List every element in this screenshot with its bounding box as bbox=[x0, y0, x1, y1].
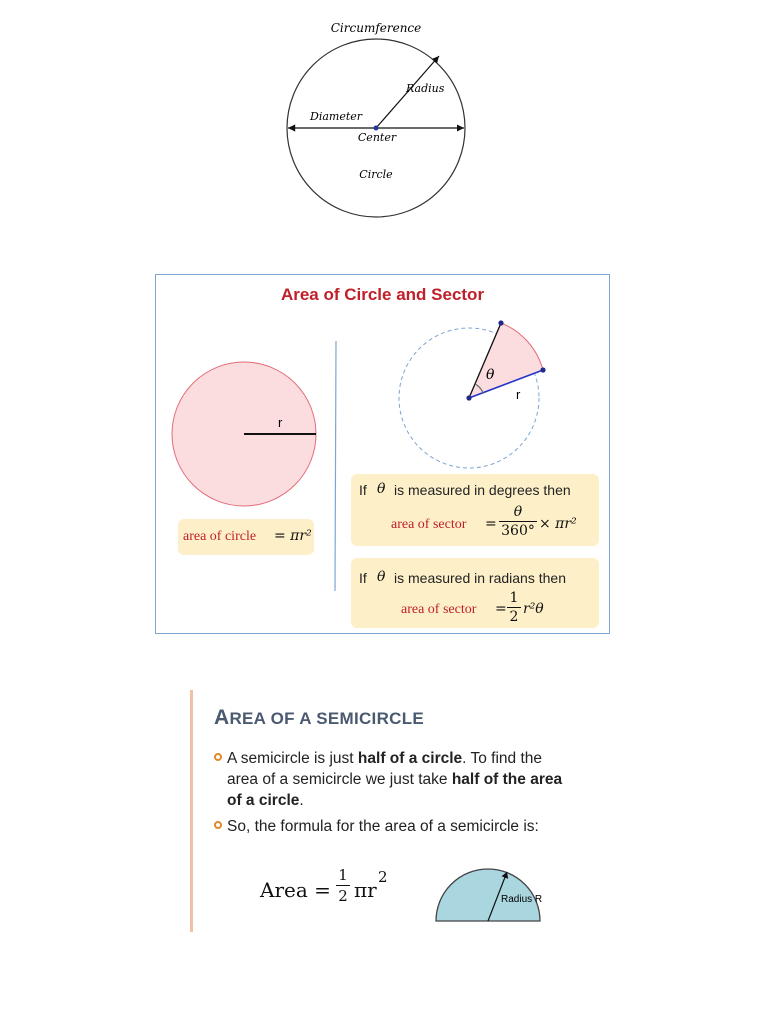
center-label: Center bbox=[357, 131, 397, 144]
radians-condition-theta: θ bbox=[377, 569, 386, 585]
degrees-formula-box bbox=[351, 474, 599, 546]
circle-formula-label: area of circle bbox=[183, 529, 257, 544]
theta-label: θ bbox=[486, 367, 495, 383]
degrees-fraction-numerator: θ bbox=[513, 504, 523, 520]
radians-condition-text: is measured in radians then bbox=[394, 570, 566, 586]
formula-fraction bbox=[336, 866, 350, 905]
formula-fraction-bar bbox=[336, 885, 350, 886]
radians-formula-label: area of sector bbox=[401, 602, 477, 617]
radians-fraction-numerator: 1 bbox=[509, 590, 519, 606]
semicircle-figure bbox=[430, 860, 550, 930]
formula-exponent: 2 bbox=[378, 868, 388, 886]
bullet-item-2 bbox=[214, 816, 574, 837]
bullet2-text: So, the formula for the area of a semicircle is: bbox=[227, 818, 539, 835]
radians-formula-tail: r²θ bbox=[523, 601, 544, 617]
slide-accent-bar bbox=[190, 690, 193, 932]
sector-fill bbox=[469, 323, 543, 398]
degrees-condition-text: is measured in degrees then bbox=[394, 482, 571, 498]
degrees-formula-label: area of sector bbox=[391, 517, 467, 532]
degrees-formula-tail: × πr² bbox=[539, 516, 577, 532]
radians-formula-box bbox=[351, 558, 599, 628]
circle-radius-label: r bbox=[278, 415, 283, 430]
bullet1-bold-a: half of a circle bbox=[357, 750, 463, 767]
sector-slide bbox=[155, 274, 610, 634]
bullet1-bold-b: half of the area of a circle bbox=[227, 771, 563, 809]
center-point bbox=[374, 126, 379, 131]
degrees-condition-prefix: If bbox=[359, 482, 367, 498]
heading-rest: REA OF A SEMICIRCLE bbox=[229, 709, 425, 728]
radians-formula-fraction bbox=[507, 590, 521, 625]
radians-formula-eq: = bbox=[495, 601, 507, 617]
formula-fraction-denominator: 2 bbox=[338, 887, 348, 905]
degrees-condition-theta: θ bbox=[377, 481, 386, 497]
circumference-label: Circumference bbox=[330, 21, 422, 35]
heading-initial: A bbox=[214, 706, 230, 729]
semicircle-radius-label: Radius R bbox=[501, 894, 543, 905]
radians-fraction-bar bbox=[507, 607, 521, 608]
degrees-fraction-bar bbox=[499, 521, 537, 522]
formula-lhs: Area = bbox=[260, 878, 331, 902]
slide-divider bbox=[335, 341, 336, 591]
bullet-item-1 bbox=[214, 748, 574, 811]
radians-condition-prefix: If bbox=[359, 570, 367, 586]
bullet1-text-b: . To find the area of a semicircle we just take bbox=[227, 750, 543, 788]
diameter-label: Diameter bbox=[310, 110, 363, 123]
circle-label: Circle bbox=[359, 168, 393, 181]
degrees-formula-fraction bbox=[499, 504, 537, 539]
formula-fraction-numerator: 1 bbox=[338, 866, 348, 884]
bullet-icon bbox=[214, 753, 222, 761]
degrees-fraction-denominator: 360° bbox=[501, 523, 535, 539]
radians-fraction-denominator: 2 bbox=[509, 609, 519, 625]
sector-radius-label: r bbox=[516, 387, 521, 402]
slide-title: Area of Circle and Sector bbox=[280, 285, 485, 304]
sector-center-point bbox=[466, 395, 471, 400]
semicircle-slide bbox=[190, 690, 590, 935]
bullet1-text-c: . bbox=[299, 792, 304, 809]
sector-point-top bbox=[498, 320, 503, 325]
formula-tail: πr bbox=[354, 878, 377, 902]
degrees-formula-eq: = bbox=[485, 516, 497, 532]
slide-heading bbox=[214, 706, 424, 730]
circle-formula-rhs: = πr² bbox=[274, 528, 312, 544]
circle-diagram bbox=[270, 10, 490, 225]
bullet1-text-a: A semicircle is just bbox=[227, 750, 358, 767]
circle-formula-box bbox=[178, 519, 314, 555]
bullet-icon bbox=[214, 821, 222, 829]
radius-label: Radius bbox=[406, 82, 445, 95]
sector-point-right bbox=[540, 367, 545, 372]
